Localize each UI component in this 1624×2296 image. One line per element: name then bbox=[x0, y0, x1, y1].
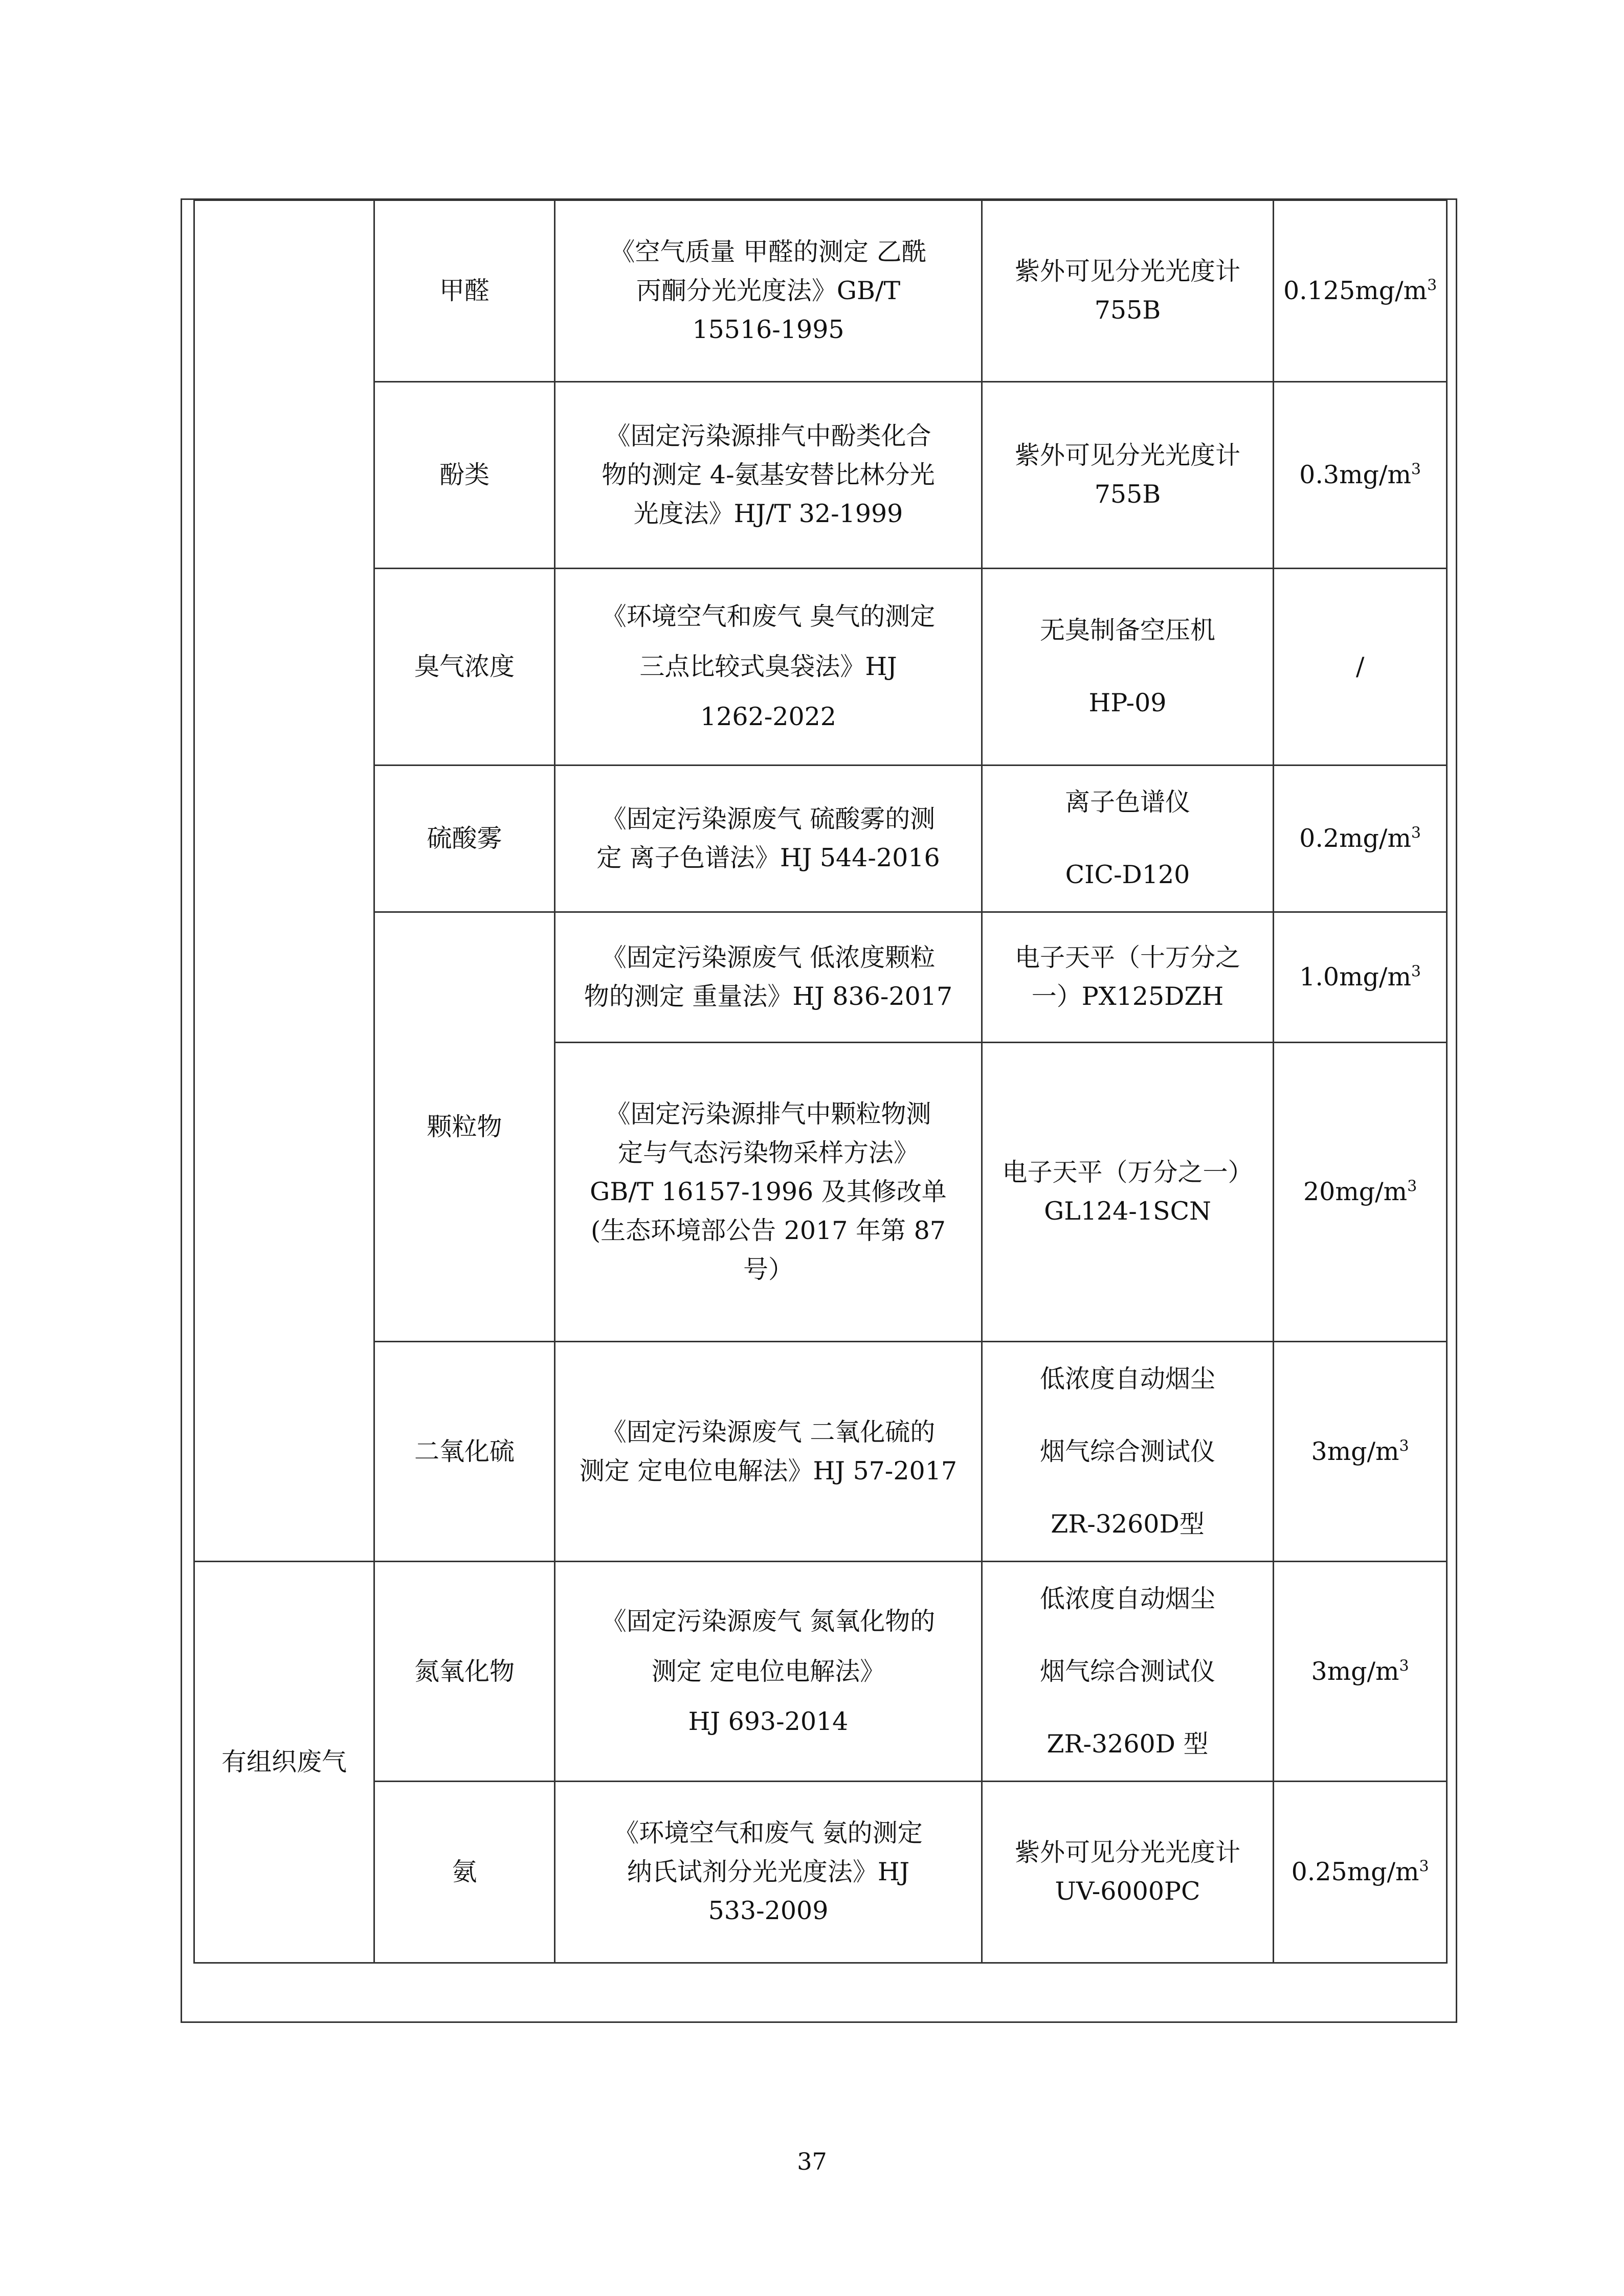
limit-superscript: 3 bbox=[1419, 1857, 1429, 1876]
instrument-cell: 紫外可见分光光度计 755B bbox=[982, 200, 1274, 382]
detection-limit-cell bbox=[1274, 382, 1447, 569]
item-cell: 酚类 bbox=[374, 382, 555, 569]
detection-limit-cell bbox=[1274, 1342, 1447, 1562]
limit-value: 0.2mg/m bbox=[1299, 824, 1411, 853]
table-row bbox=[194, 569, 1447, 766]
limit-superscript: 3 bbox=[1411, 460, 1421, 479]
detection-limit-cell bbox=[1274, 569, 1447, 766]
item-cell: 甲醛 bbox=[374, 200, 555, 382]
limit-value: 3mg/m bbox=[1311, 1656, 1399, 1686]
standard-cell: 《固定污染源废气 硫酸雾的测 定 离子色谱法》HJ 544-2016 bbox=[555, 766, 982, 912]
limit-value: 0.25mg/m bbox=[1291, 1857, 1419, 1887]
table-row bbox=[194, 382, 1447, 569]
standard-cell: 《环境空气和废气 氨的测定 纳氏试剂分光光度法》HJ 533-2009 bbox=[555, 1782, 982, 1963]
limit-value: 3mg/m bbox=[1311, 1436, 1399, 1466]
category-cell: 有组织废气 bbox=[194, 1562, 374, 1963]
limit-value: 1.0mg/m bbox=[1299, 962, 1411, 992]
monitoring-methods-table bbox=[193, 199, 1448, 1964]
instrument-cell: 低浓度自动烟尘 烟气综合测试仪 ZR-3260D 型 bbox=[982, 1562, 1274, 1782]
item-cell: 颗粒物 bbox=[374, 912, 555, 1342]
instrument-cell: 电子天平（十万分之 一）PX125DZH bbox=[982, 912, 1274, 1043]
instrument-cell: 无臭制备空压机 HP-09 bbox=[982, 569, 1274, 766]
limit-superscript: 3 bbox=[1411, 962, 1421, 981]
standard-cell: 《环境空气和废气 臭气的测定 三点比较式臭袋法》HJ 1262-2022 bbox=[555, 569, 982, 766]
limit-value: / bbox=[1355, 652, 1365, 682]
detection-limit-cell bbox=[1274, 1782, 1447, 1963]
standard-cell: 《固定污染源排气中酚类化合 物的测定 4-氨基安替比林分光 光度法》HJ/T 32-1999 bbox=[555, 382, 982, 569]
table-row bbox=[194, 1342, 1447, 1562]
limit-superscript: 3 bbox=[1427, 276, 1437, 295]
limit-superscript: 3 bbox=[1399, 1657, 1409, 1675]
limit-superscript: 3 bbox=[1407, 1177, 1417, 1196]
instrument-cell: 电子天平（万分之一） GL124-1SCN bbox=[982, 1043, 1274, 1342]
limit-superscript: 3 bbox=[1399, 1437, 1409, 1455]
limit-value: 0.3mg/m bbox=[1299, 460, 1411, 490]
table-row bbox=[194, 766, 1447, 912]
standard-cell: 《固定污染源废气 低浓度颗粒 物的测定 重量法》HJ 836-2017 bbox=[555, 912, 982, 1043]
item-cell: 二氧化硫 bbox=[374, 1342, 555, 1562]
detection-limit-cell bbox=[1274, 200, 1447, 382]
standard-cell: 《固定污染源排气中颗粒物测 定与气态污染物采样方法》 GB/T 16157-1996 及其修改单 (生态环境部公告 2017 年第 87 号） bbox=[555, 1043, 982, 1342]
instrument-cell: 紫外可见分光光度计 UV-6000PC bbox=[982, 1782, 1274, 1963]
item-cell: 氮氧化物 bbox=[374, 1562, 555, 1782]
standard-cell: 《固定污染源废气 氮氧化物的 测定 定电位电解法》 HJ 693-2014 bbox=[555, 1562, 982, 1782]
instrument-cell: 离子色谱仪 CIC-D120 bbox=[982, 766, 1274, 912]
limit-value: 0.125mg/m bbox=[1283, 276, 1428, 306]
standard-cell: 《固定污染源废气 二氧化硫的 测定 定电位电解法》HJ 57-2017 bbox=[555, 1342, 982, 1562]
limit-superscript: 3 bbox=[1411, 824, 1421, 842]
page-number: 37 bbox=[797, 2148, 827, 2175]
detection-limit-cell bbox=[1274, 766, 1447, 912]
item-cell: 氨 bbox=[374, 1782, 555, 1963]
category-cell bbox=[194, 200, 374, 1562]
table-row bbox=[194, 1782, 1447, 1963]
limit-value: 20mg/m bbox=[1303, 1177, 1408, 1207]
detection-limit-cell bbox=[1274, 1562, 1447, 1782]
detection-limit-cell bbox=[1274, 1043, 1447, 1342]
instrument-cell: 低浓度自动烟尘 烟气综合测试仪 ZR-3260D型 bbox=[982, 1342, 1274, 1562]
item-cell: 臭气浓度 bbox=[374, 569, 555, 766]
table-row bbox=[194, 1562, 1447, 1782]
instrument-cell: 紫外可见分光光度计 755B bbox=[982, 382, 1274, 569]
table-row bbox=[194, 912, 1447, 1043]
table-row bbox=[194, 200, 1447, 382]
item-cell: 硫酸雾 bbox=[374, 766, 555, 912]
standard-cell: 《空气质量 甲醛的测定 乙酰 丙酮分光光度法》GB/T 15516-1995 bbox=[555, 200, 982, 382]
detection-limit-cell bbox=[1274, 912, 1447, 1043]
